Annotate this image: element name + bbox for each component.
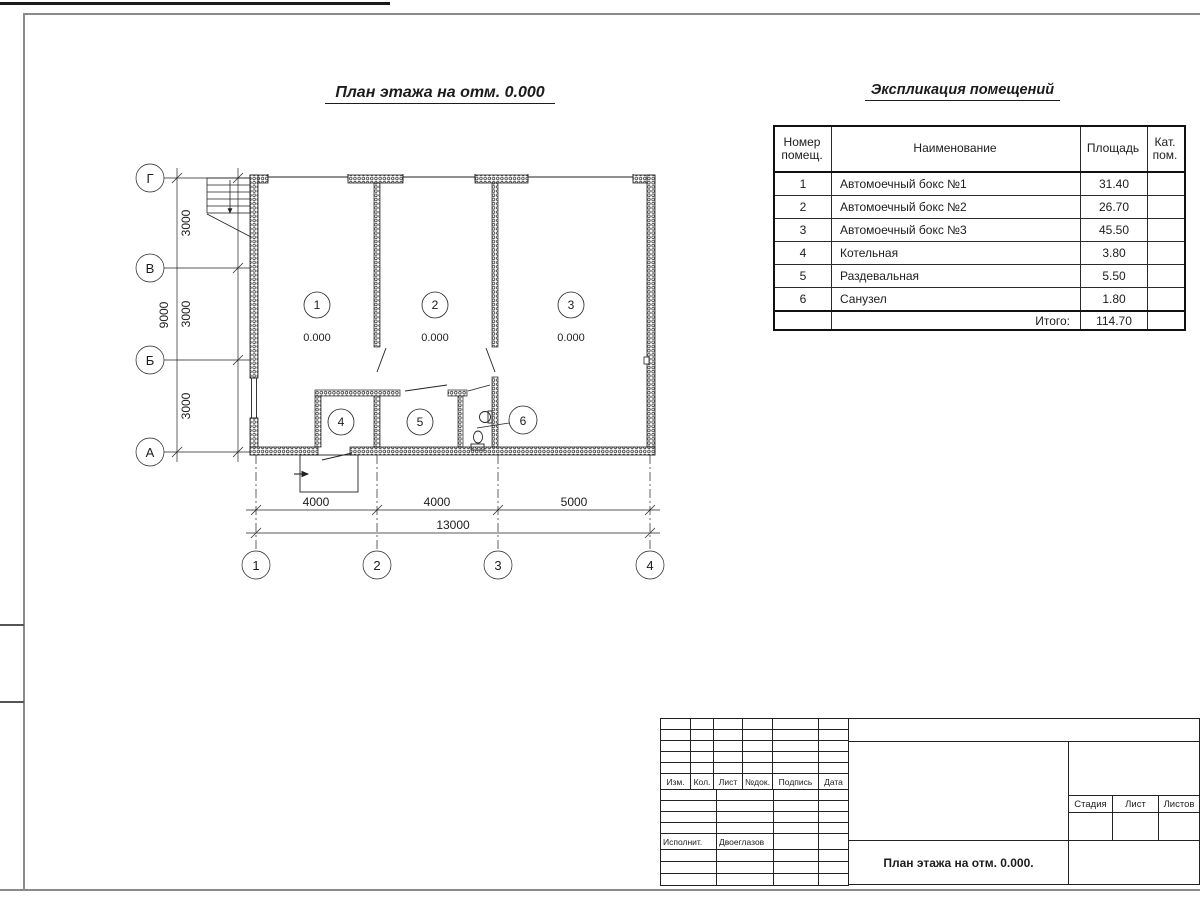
- room-number-label: 1: [313, 298, 321, 312]
- revision-header-row: [661, 774, 849, 790]
- doc-designation-cell: [848, 741, 1069, 841]
- dim-label: 9000: [157, 301, 171, 329]
- header-cell: Дата: [819, 774, 849, 790]
- header-cell: Лист: [714, 774, 743, 790]
- row-axis-labels: [146, 171, 155, 460]
- room-marker-labels: [303, 298, 585, 429]
- door-swings: [322, 348, 495, 460]
- dim-label: 4000: [423, 495, 451, 509]
- room-area: 31.40: [1081, 172, 1148, 196]
- entrance-porch: [294, 455, 358, 492]
- title-block: [660, 718, 1200, 885]
- header-cell: Кол.: [691, 774, 714, 790]
- horizontal-dimension-labels: [303, 495, 588, 532]
- room-number-label: 6: [519, 414, 527, 428]
- vertical-dimension-labels: [157, 209, 193, 419]
- stage-value-cell: [1068, 812, 1113, 841]
- doc-code-cell: [848, 718, 1200, 742]
- row-axis-grid: [136, 164, 250, 466]
- room-area: 45.50: [1081, 219, 1148, 242]
- room-area: 26.70: [1081, 196, 1148, 219]
- room-number-label: 3: [567, 298, 575, 312]
- axis-label: Г: [146, 171, 154, 186]
- total-label: Итого:: [832, 311, 1081, 330]
- dim-label: 13000: [436, 518, 470, 532]
- axis-label: 1: [252, 558, 260, 573]
- room-number: 1: [774, 172, 832, 196]
- axis-label: 2: [373, 558, 381, 573]
- room-number: 2: [774, 196, 832, 219]
- room-number-label: 4: [337, 415, 345, 429]
- sanitary-fixtures: [471, 411, 492, 450]
- col-header-category: Кат. пом.: [1148, 126, 1186, 172]
- col-header-name: Наименование: [832, 126, 1081, 172]
- org-cell: [1068, 840, 1200, 885]
- elevation-label: 0.000: [557, 332, 585, 344]
- header-cell: Изм.: [661, 774, 691, 790]
- room-markers: [304, 292, 584, 435]
- axis-label: А: [145, 445, 155, 460]
- column-axis-labels: [252, 558, 653, 573]
- toilet-icon: [474, 431, 483, 443]
- title-block-signature-grid: [660, 789, 849, 886]
- title-block-revision-grid: [660, 718, 849, 790]
- axis-label: Б: [145, 353, 155, 368]
- room-number: 4: [774, 242, 832, 265]
- exterior-stair: [207, 178, 251, 237]
- executor-name: Двоеглазов: [717, 834, 774, 850]
- plan-title-text: План этажа на отм. 0.000: [325, 84, 554, 104]
- room-area: 3.80: [1081, 242, 1148, 265]
- right-upper-cell: [1068, 741, 1200, 796]
- room-name: Автомоечный бокс №1: [832, 172, 1081, 196]
- dim-label: 5000: [560, 495, 588, 509]
- room-name: Котельная: [832, 242, 1081, 265]
- room-name: Раздевальная: [832, 265, 1081, 288]
- room-name: Автомоечный бокс №3: [832, 219, 1081, 242]
- col-header-number: Номер помещ.: [774, 126, 832, 172]
- sheet-label-cell: Лист: [1112, 795, 1159, 813]
- exterior-walls: [250, 175, 655, 455]
- window-left-wall: [250, 378, 258, 418]
- room-number-label: 2: [431, 298, 439, 312]
- sheet-value-cell: [1112, 812, 1159, 841]
- total-value: 114.70: [1081, 311, 1148, 330]
- sheets-value-cell: [1158, 812, 1200, 841]
- room-number: 3: [774, 219, 832, 242]
- drawing-title-cell: План этажа на отм. 0.000.: [848, 840, 1069, 885]
- dim-label: 3000: [179, 392, 193, 420]
- dim-label: 3000: [179, 300, 193, 328]
- room-name: Санузел: [832, 288, 1081, 312]
- room-number-label: 5: [416, 415, 424, 429]
- axis-label: 3: [494, 558, 502, 573]
- stage-label-cell: Стадия: [1068, 795, 1113, 813]
- room-number: 6: [774, 288, 832, 312]
- sheets-label-cell: Листов: [1158, 795, 1200, 813]
- header-cell: №док.: [743, 774, 773, 790]
- axis-label: 4: [646, 558, 654, 573]
- schedule-title-text: Экспликация помещений: [865, 82, 1060, 101]
- elevation-label: 0.000: [421, 332, 449, 344]
- room-area: 5.50: [1081, 265, 1148, 288]
- interior-partitions: [315, 183, 498, 447]
- executor-label: Исполнит.: [661, 834, 717, 850]
- dim-label: 4000: [302, 495, 330, 509]
- axis-label: В: [145, 261, 155, 276]
- sink-icon: [480, 412, 491, 423]
- gate-openings: [268, 174, 633, 181]
- elevation-label: 0.000: [303, 332, 331, 344]
- dim-label: 3000: [179, 209, 193, 237]
- executor-row: [661, 834, 849, 850]
- col-header-area: Площадь: [1081, 126, 1148, 172]
- room-area: 1.80: [1081, 288, 1148, 312]
- header-cell: Подпись: [773, 774, 819, 790]
- room-name: Автомоечный бокс №2: [832, 196, 1081, 219]
- room-number: 5: [774, 265, 832, 288]
- window-sill-mark: [644, 357, 649, 364]
